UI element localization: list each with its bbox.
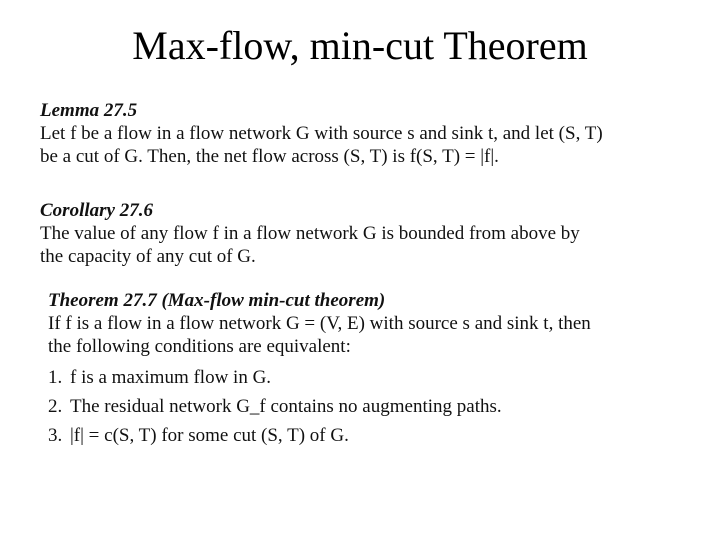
lemma-line-1: Let f be a flow in a flow network G with source s and sink t, and let (S, T) <box>40 123 603 144</box>
lemma-heading: Lemma 27.5 <box>40 100 138 121</box>
condition-1 <box>48 366 591 389</box>
condition-text: f is a maximum flow in G. <box>70 367 272 388</box>
corollary-line-1: The value of any flow f in a flow network G is bounded from above by <box>40 223 580 244</box>
theorem-heading: Theorem 27.7 (Max-flow min-cut theorem) <box>48 290 386 311</box>
condition-3 <box>48 424 591 447</box>
condition-2 <box>48 395 591 418</box>
lemma-line-2: be a cut of G. Then, the net flow across (S, T) is f(S, T) = |f|. <box>40 146 499 167</box>
corollary-line-2: the capacity of any cut of G. <box>40 246 256 267</box>
theorem-block <box>48 290 591 447</box>
condition-number: 1. <box>48 367 63 388</box>
condition-number: 2. <box>48 396 63 417</box>
condition-number: 3. <box>48 425 63 446</box>
theorem-line-2: the following conditions are equivalent: <box>48 336 351 357</box>
theorem-line-1: If f is a flow in a flow network G = (V, E) with source s and sink t, then <box>48 313 591 334</box>
lemma-block <box>40 100 603 168</box>
slide-title: Max-flow, min-cut Theorem <box>132 23 588 68</box>
corollary-heading: Corollary 27.6 <box>40 200 153 221</box>
condition-text: |f| = c(S, T) for some cut (S, T) of G. <box>70 425 349 446</box>
corollary-block <box>40 200 580 268</box>
condition-text: The residual network G_f contains no augmenting paths. <box>70 396 502 417</box>
